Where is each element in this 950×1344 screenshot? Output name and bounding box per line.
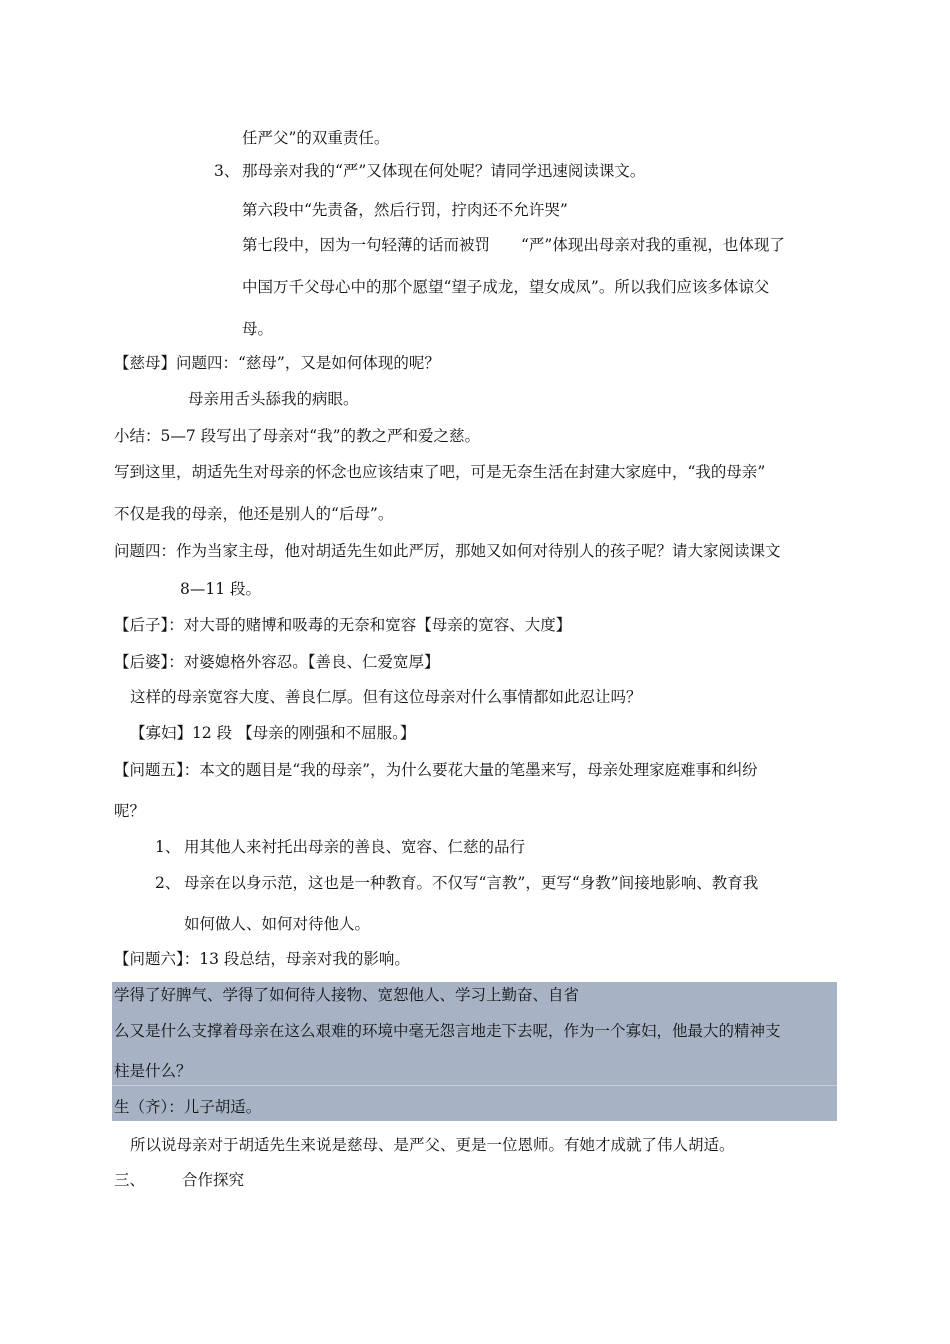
section-number: 三、: [114, 1171, 146, 1189]
paragraph-line: 如何做人、如何对待他人。: [184, 915, 371, 933]
paragraph-line: 母亲在以身示范，这也是一种教育。不仅写“言教”，更写“身教”间接地影响、教育我: [184, 874, 759, 892]
paragraph-line: 【问题六】：13 段总结，母亲对我的影响。: [114, 950, 410, 968]
paragraph-line: 用其他人来衬托出母亲的善良、宽容、仁慈的品行: [184, 838, 526, 856]
paragraph-line: 中国万千父母心中的那个愿望“望子成龙，望女成凤”。所以我们应该多体谅父: [242, 278, 770, 296]
paragraph-line: 第七段中，因为一句轻薄的话而被罚 “严”体现出母亲对我的重视，也体现了: [242, 236, 785, 254]
paragraph-line: 第六段中“先责备，然后行罚，拧肉还不允许哭”: [242, 201, 568, 219]
paragraph-line: 母亲用舌头舔我的病眼。: [188, 390, 359, 408]
paragraph-line: 呢？: [114, 802, 146, 820]
section-heading: 合作探究: [182, 1171, 245, 1189]
paragraph-line: 所以说母亲对于胡适先生来说是慈母、是严父、更是一位恩师。有她才成就了伟人胡适。: [130, 1136, 735, 1154]
paragraph-line: 母。: [242, 320, 274, 338]
paragraph-line: 任严父”的双重责任。: [242, 129, 390, 147]
paragraph-line: 【慈母】问题四：“慈母”，又是如何体现的呢？: [114, 354, 440, 372]
list-number: 2、: [155, 874, 181, 892]
highlighted-line: 么又是什么支撑着母亲在这么艰难的环境中毫无怨言地走下去呢，作为一个寡妇，他最大的精神支: [114, 1022, 781, 1040]
paragraph-line: 【问题五】：本文的题目是“我的母亲”，为什么要花大量的笔墨来写，母亲处理家庭难事和纠纷: [114, 761, 758, 779]
paragraph-line: 8—11 段。: [180, 580, 262, 598]
paragraph-line: 小结：5—7 段写出了母亲对“我”的教之严和爱之慈。: [114, 427, 480, 445]
highlighted-line: 生（齐）：儿子胡适。: [114, 1098, 262, 1116]
paragraph-line: 这样的母亲宽容大度、善良仁厚。但有这位母亲对什么事情都如此忍让吗？: [130, 688, 642, 706]
highlighted-block: [112, 982, 837, 1121]
paragraph-line: 问题四：作为当家主母，他对胡适先生如此严厉，那她又如何对待别人的孩子呢？请大家阅读课文: [114, 542, 781, 560]
list-number: 1、: [155, 838, 181, 856]
paragraph-line: 不仅是我的母亲，他还是别人的“后母”。: [114, 505, 394, 523]
paragraph-line: 写到这里，胡适先生对母亲的怀念也应该结束了吧，可是无奈生活在封建大家庭中，“我的母亲”: [114, 463, 766, 481]
paragraph-line: 那母亲对我的“严”又体现在何处呢？请同学迅速阅读课文。: [242, 162, 646, 180]
list-number: 3、: [214, 162, 240, 180]
paragraph-line: 【后子】：对大哥的赌博和吸毒的无奈和宽容【母亲的宽容、大度】: [114, 616, 572, 634]
paragraph-line: 【寡妇】12 段 【母亲的刚强和不屈服。】: [130, 724, 416, 742]
highlighted-line: 柱是什么？: [114, 1062, 192, 1080]
paragraph-line: 【后婆】：对婆媳格外容忍。【善良、仁爱宽厚】: [114, 653, 440, 671]
highlighted-line: 学得了好脾气、学得了如何待人接物、宽恕他人、学习上勤奋、自省: [114, 986, 580, 1004]
